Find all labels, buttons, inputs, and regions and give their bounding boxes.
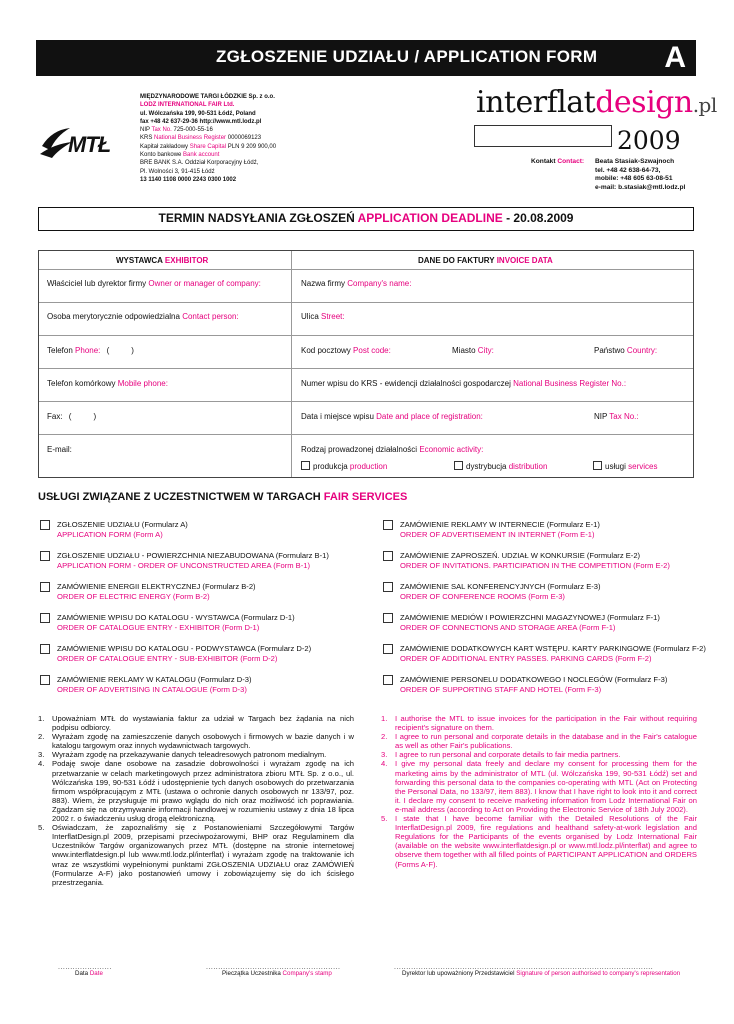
- application-deadline: TERMIN NADSYŁANIA ZGŁOSZEŃ APPLICATION DEADLINE - 20.08.2009: [38, 207, 694, 231]
- clause-number: 2.: [381, 732, 388, 742]
- clause-item: [38, 732, 354, 750]
- service-label-en: APPLICATION FORM (Form A): [57, 530, 163, 539]
- clause-number: 5.: [38, 823, 45, 833]
- clause-number: 3.: [38, 750, 45, 760]
- stamp-signature-line[interactable]: .......................................................: [206, 964, 341, 971]
- clause-text: Oświadczam, że zapoznaliśmy się z Postanowieniami Szczegółowymi Targów InterflatDesign.pl 2009, przepisami przeciwpożarowymi, BHP oraz Regulaminem dla Uczestników Targów organizowanych przez MTŁ (dostępne na stronie internetowej www.interflatdesign.pl lub www.mtl.lodz.pl/interflat) i wyrażam zgodę na traktowanie ich wraz ze wszystkimi wypełnionymi punktami ZGŁOSZENIA UDZIAŁU oraz ZAMÓWIEŃ (Formularze A-F) jako postanowień umowy i zobowiązujemy się do ich ścisłego przestrzegania.: [52, 823, 354, 887]
- service-label-en: ORDER OF ADVERTISING IN CATALOGUE (Form D-3): [57, 685, 247, 694]
- company-bank-label: Konto bankowe Bank account: [140, 152, 220, 159]
- company-address: ul. Wólczańska 199, 90-531 Łódź, Poland: [140, 110, 256, 117]
- brand-name-black: interflat: [476, 85, 596, 120]
- checkbox-icon: [454, 461, 463, 470]
- checkbox-icon[interactable]: [40, 675, 50, 685]
- form-column-divider: [291, 251, 292, 477]
- clause-item: [38, 714, 354, 732]
- exhibitor-header: WYSTAWCA EXHIBITOR: [116, 256, 209, 265]
- service-label-pl: ZAMÓWIENIE MEDIÓW I POWIERZCHNI MAGAZYNOWEJ (Formularz F-1): [400, 613, 660, 622]
- brand-name-pink: design: [595, 85, 693, 120]
- city-field[interactable]: Miasto City:: [452, 346, 494, 355]
- clause-item: [381, 814, 697, 869]
- clause-item: [38, 759, 354, 823]
- checkbox-icon[interactable]: [383, 675, 393, 685]
- post-code-field[interactable]: Kod pocztowy Post code:: [301, 346, 391, 355]
- country-field[interactable]: Państwo Country:: [594, 346, 658, 355]
- service-label-pl: ZAMÓWIENIE REKLAMY W INTERNECIE (Formularz E-1): [400, 520, 600, 529]
- mtl-logo-text: MTŁ: [68, 132, 111, 157]
- date-caption: Data Date: [75, 970, 103, 977]
- clause-number: 4.: [381, 759, 388, 769]
- contact-email: e-mail: b.stasiak@mtl.lodz.pl: [595, 183, 686, 191]
- company-bank-line1: BRE BANK S.A. Oddział Korporacyjny Łódź,: [140, 160, 259, 167]
- service-label-pl: ZAMÓWIENIE WPISU DO KATALOGU - WYSTAWCA (Formularz D-1): [57, 613, 295, 622]
- checkbox-icon[interactable]: [40, 551, 50, 561]
- clause-text: Wyrażam zgodę na zamieszczenie danych osobowych i firmowych w bazie danych i w katalogu targowym oraz innych wydawnictwach targowych.: [52, 732, 354, 751]
- clause-item: [38, 823, 354, 887]
- company-bank-account: 13 1140 1108 0000 2243 0300 1002: [140, 176, 237, 183]
- service-label-en: ORDER OF CATALOGUE ENTRY - EXHIBITOR (Form D-1): [57, 623, 260, 632]
- email-field[interactable]: E-mail:: [47, 445, 72, 454]
- contact-label: Kontakt Contact:: [531, 158, 585, 165]
- clause-text: I agree to run personal and corporate details in the database and in the Fair's catalogue as well as other Fair's publications.: [395, 732, 697, 751]
- krs-number-field[interactable]: Numer wpisu do KRS - ewidencji działalności gospodarczej National Business Register No.:: [301, 379, 627, 388]
- invoice-header: DANE DO FAKTURY INVOICE DATA: [418, 256, 553, 265]
- clause-number: 2.: [38, 732, 45, 742]
- company-name-field[interactable]: Nazwa firmy Company's name:: [301, 279, 412, 288]
- economic-activity-label: Rodzaj prowadzonej działalności Economic activity:: [301, 445, 484, 454]
- company-fax-web: fax +48 42 637-29-36 http://www.mtl.lodz.pl: [140, 118, 262, 125]
- contact-mobile: mobile: +48 605 63-08-51: [595, 175, 673, 183]
- mtl-logo: [38, 124, 128, 160]
- clause-number: 1.: [381, 714, 388, 723]
- service-label-pl: ZGŁOSZENIE UDZIAŁU - POWIERZCHNIA NIEZABUDOWANA (Formularz B-1): [57, 551, 329, 560]
- clause-text: I authorise the MTL to issue invoices for the participation in the Fair without requiring recipient's signature on them.: [395, 714, 697, 733]
- checkbox-icon[interactable]: [40, 613, 50, 623]
- owner-field[interactable]: Właściciel lub dyrektor firmy Owner or manager of company:: [47, 279, 261, 288]
- checkbox-icon[interactable]: [40, 644, 50, 654]
- stamp-caption: Pieczątka Uczestnika Company's stamp: [222, 970, 332, 977]
- company-bank-line2: Pl. Wolności 3, 91-415 Łódź: [140, 168, 215, 175]
- clause-text: Podaję swoje dane osobowe na zasadzie dobrowolności i wyrażam zgodę na ich przetwarzanie w celach marketingowych przez administratora zbioru MTŁ Sp. z o.o., ul. Wólczańska 199, 90-531 Łódź i udostępnienie tych danych osobowych do przetwarzania firmom współpracującym z MTŁ (ustawa o ochronie danych osobowych nr 133/97, poz. 883). Wiem, że przysługuje mi prawo wglądu do nich oraz możliwość ich poprawiania. Zgadzam się na otrzymywanie informacji handlowej w rozumieniu ustawy z dnia 18 lipca 2002 r. o świadczeniu usług drogą elektroniczną.: [52, 759, 354, 824]
- fair-services-title: USŁUGI ZWIĄZANE Z UCZESTNICTWEM W TARGACH FAIR SERVICES: [38, 491, 408, 503]
- exhibitor-invoice-form: [38, 250, 694, 478]
- checkbox-icon[interactable]: [40, 582, 50, 592]
- clauses-polish: [38, 714, 354, 887]
- service-label-en: ORDER OF SUPPORTING STAFF AND HOTEL (Form F-3): [400, 685, 602, 694]
- service-label-en: ORDER OF ADDITIONAL ENTRY PASSES. PARKING CARDS (Form F-2): [400, 654, 652, 663]
- service-label-en: ORDER OF ADVERTISEMENT IN INTERNET (Form E-1): [400, 530, 595, 539]
- checkbox-icon[interactable]: [383, 582, 393, 592]
- clause-item: [381, 750, 697, 759]
- clause-item: [38, 750, 354, 759]
- service-label-pl: ZAMÓWIENIE DODATKOWYCH KART WSTĘPU. KARTY PARKINGOWE (Formularz F-2): [400, 644, 706, 653]
- service-label-pl: ZGŁOSZENIE UDZIAŁU (Formularz A): [57, 520, 188, 529]
- header-bar: [36, 40, 696, 76]
- contact-tel: tel. +48 42 638-64-73,: [595, 166, 661, 174]
- clause-text: I state that I have become familiar with the Detailed Resolutions of the Fair InterflatDesign.pl 2009, fire regulations and healthand safety-at-work legislation and Regulations for the Participants of the events organised by Lodz International Fair (available on the website www.interflatdesign.pl or www.mtl.lodz.pl/interflat) and agree to observe them together with all filled points of PARTICIPANT APPLICATION and ORDERS (Forms A-F).: [395, 814, 697, 869]
- brand-box: [474, 125, 612, 147]
- contact-values: [595, 158, 685, 192]
- service-label-en: ORDER OF CATALOGUE ENTRY - SUB-EXHIBITOR (Form D-2): [57, 654, 278, 663]
- checkbox-icon[interactable]: [40, 520, 50, 530]
- fax-field[interactable]: Fax: ( ): [47, 412, 97, 421]
- service-label-en: ORDER OF INVITATIONS. PARTICIPATION IN THE COMPETITION (Form E-2): [400, 561, 670, 570]
- form-letter: A: [664, 41, 686, 74]
- checkbox-icon[interactable]: [383, 551, 393, 561]
- representative-caption: Dyrektor lub upoważniony Przedstawiciel Signature of person authorised to company's representation: [402, 970, 681, 977]
- clause-item: [381, 732, 697, 750]
- clause-text: Wyrażam zgodę na przekazywanie danych teleadresowych patronom medialnym.: [52, 750, 327, 760]
- tax-no-field[interactable]: NIP Tax No.:: [594, 412, 639, 421]
- clause-number: 5.: [381, 814, 388, 824]
- clause-item: [381, 714, 697, 732]
- service-label-en: ORDER OF CONFERENCE ROOMS (Form E-3): [400, 592, 565, 601]
- brand-year: 2009: [617, 126, 681, 155]
- service-label-pl: ZAMÓWIENIE ZAPROSZEŃ. UDZIAŁ W KONKURSIE (Formularz E-2): [400, 551, 641, 560]
- activity-services-checkbox[interactable]: usługi services: [593, 461, 657, 471]
- checkbox-icon[interactable]: [383, 644, 393, 654]
- representative-signature-line[interactable]: ..........................................................................................................: [394, 964, 654, 971]
- contact-name: Beata Stasiak-Szwajnoch: [595, 158, 675, 165]
- form-row-divider: [39, 368, 693, 369]
- form-row-divider: [39, 302, 693, 303]
- company-name-pl: MIĘDZYNARODOWE TARGI ŁÓDZKIE Sp. z o.o.: [140, 94, 275, 100]
- clause-text: I give my personal data freely and declare my consent for processing them for the marketing aims by the administrator of MTL (ul. Wólczańska 199, 90-531 Łódź) set and forwarding this personal data to the companies co-operating with MTL (Act on Protecting the Personal Data, no 133/97, item 883). I know that I have right to look into it and correct it. I declare my consent to receive marketing information from Lodz International Fair on e-mail address (according to Act on Providing the Electronic Service of 18th July 2002).: [395, 759, 697, 814]
- clauses-english: [381, 714, 697, 869]
- service-label-pl: ZAMÓWIENIE WPISU DO KATALOGU - PODWYSTAWCA (Formularz D-2): [57, 644, 312, 653]
- clause-text: I agree to run personal and corporate details to fair media partners.: [395, 750, 621, 760]
- clause-number: 4.: [38, 759, 45, 769]
- form-row-divider: [39, 434, 693, 435]
- date-signature-line[interactable]: ......................: [58, 964, 112, 971]
- activity-production-checkbox[interactable]: produkcja production: [301, 461, 387, 471]
- company-name-en: LODZ INTERNATIONAL FAIR Ltd.: [140, 102, 235, 109]
- form-row-divider: [39, 401, 693, 402]
- service-label-pl: ZAMÓWIENIE PERSONELU DODATKOWEGO I NOCLEGÓW (Formularz F-3): [400, 675, 668, 684]
- form-row-divider: [39, 335, 693, 336]
- checkbox-icon[interactable]: [383, 520, 393, 530]
- company-capital: Kapitał zakładowy Share Capital PLN 9 209 900,00: [140, 143, 277, 150]
- service-label-pl: ZAMÓWIENIE SAL KONFERENCYJNYCH (Formularz E-3): [400, 582, 601, 591]
- service-label-en: ORDER OF ELECTRIC ENERGY (Form B-2): [57, 592, 210, 601]
- mobile-field[interactable]: Telefon komórkowy Mobile phone:: [47, 379, 168, 388]
- service-label-pl: ZAMÓWIENIE REKLAMY W KATALOGU (Formularz D-3): [57, 675, 252, 684]
- brand-logo: [476, 85, 717, 120]
- form-row-divider: [39, 269, 693, 270]
- street-field[interactable]: Ulica Street:: [301, 312, 345, 321]
- activity-distribution-checkbox[interactable]: dystrybucja distribution: [454, 461, 547, 471]
- registration-field[interactable]: Data i miejsce wpisu Date and place of registration:: [301, 412, 483, 421]
- company-krs: KRS National Business Register 0000069123: [140, 135, 262, 142]
- brand-suffix: .pl: [692, 93, 717, 117]
- phone-field[interactable]: Telefon Phone: ( ): [47, 346, 134, 355]
- checkbox-icon[interactable]: [383, 613, 393, 623]
- page-title: ZGŁOSZENIE UDZIAŁU / APPLICATION FORM: [216, 47, 598, 66]
- clause-text: Upoważniam MTŁ do wystawiania faktur za udział w Targach bez żądania na nich podpisu odbiorcy.: [52, 714, 354, 733]
- clause-number: 3.: [381, 750, 388, 760]
- clause-item: [381, 759, 697, 814]
- service-label-en: ORDER OF CONNECTIONS AND STORAGE AREA (Form F-1): [400, 623, 616, 632]
- contact-person-field[interactable]: Osoba merytorycznie odpowiedzialna Contact person:: [47, 312, 239, 321]
- company-info: [140, 93, 320, 184]
- service-label-en: APPLICATION FORM - ORDER OF UNCONSTRUCTED AREA (Form B-1): [57, 561, 310, 570]
- clause-number: 1.: [38, 714, 45, 723]
- checkbox-icon: [593, 461, 602, 470]
- mtl-swoosh-icon: [38, 124, 72, 160]
- service-label-pl: ZAMÓWIENIE ENERGII ELEKTRYCZNEJ (Formularz B-2): [57, 582, 256, 591]
- company-nip: NIP Tax No. 725-000-55-16: [140, 127, 213, 134]
- checkbox-icon: [301, 461, 310, 470]
